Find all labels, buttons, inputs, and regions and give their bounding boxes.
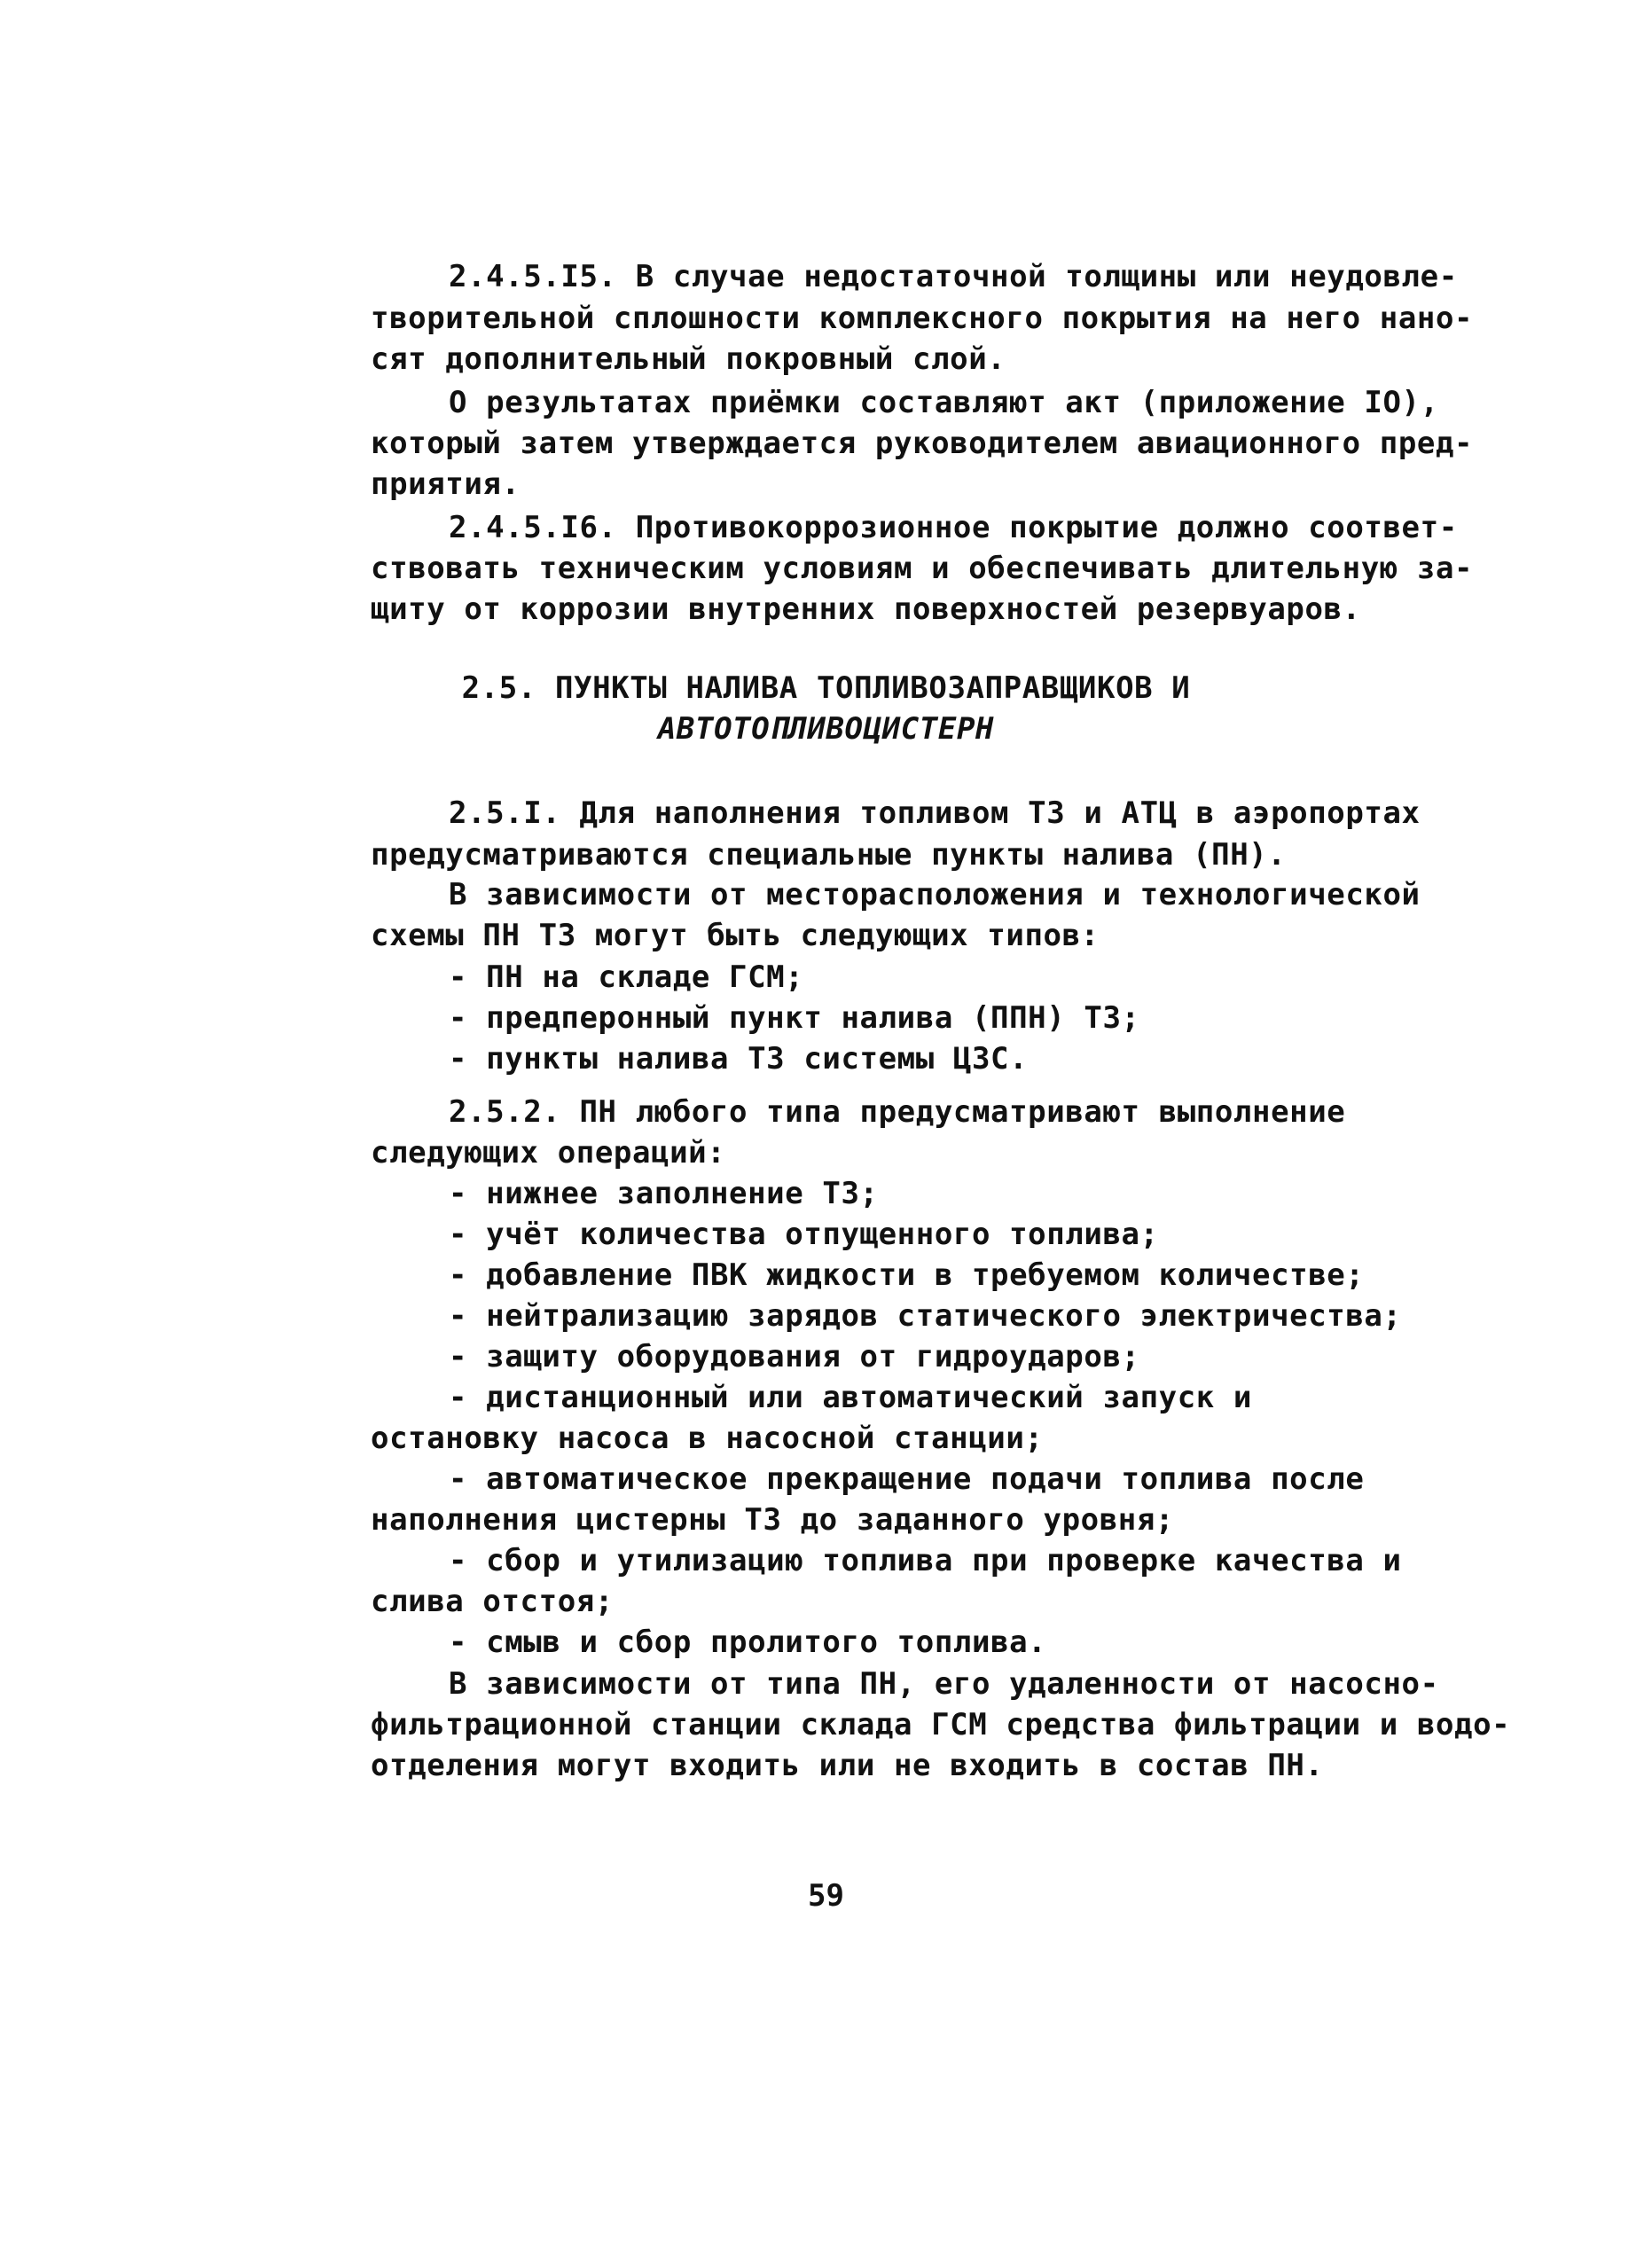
text-line: щиту от коррозии внутренних поверхностей резервуаров. — [371, 591, 1361, 627]
text-line: который затем утверждается руководителем авиационного пред- — [371, 426, 1474, 461]
list-item-continuation: остановку насоса в насосной станции; — [371, 1421, 1044, 1456]
text-line: приятия. — [371, 466, 521, 502]
text-line: сят дополнительный покровный слой. — [371, 341, 1006, 377]
text-line: В зависимости от месторасположения и технологической — [449, 877, 1421, 912]
list-item: - предперонный пункт налива (ППН) ТЗ; — [449, 1000, 1140, 1036]
text-line: 2.4.5.I5. В случае недостаточной толщины или неудовле- — [449, 259, 1458, 294]
section-heading-continuation: АВТОТОПЛИВОЦИСТЕРН — [657, 711, 995, 747]
list-item-continuation: слива отстоя; — [371, 1584, 614, 1619]
list-item: - дистанционный или автоматический запуск и — [449, 1380, 1252, 1415]
text-line: предусматриваются специальные пункты налива (ПН). — [371, 837, 1287, 873]
text-line: В зависимости от типа ПН, его удаленности от насосно- — [449, 1666, 1439, 1702]
text-line: схемы ПН ТЗ могут быть следующих типов: — [371, 918, 1100, 953]
text-line: ствовать техническим условиям и обеспечивать длительную за- — [371, 551, 1474, 586]
list-item-continuation: наполнения цистерны ТЗ до заданного уровня; — [371, 1502, 1174, 1538]
list-item: - смыв и сбор пролитого топлива. — [449, 1625, 1047, 1660]
list-item: - автоматическое прекращение подачи топлива после — [449, 1461, 1365, 1497]
text-line: следующих операций: — [371, 1135, 726, 1171]
list-item: - сбор и утилизацию топлива при проверке качества и — [449, 1543, 1402, 1578]
list-item: - ПН на складе ГСМ; — [449, 959, 804, 995]
section-heading: 2.5. ПУНКТЫ НАЛИВА ТОПЛИВОЗАПРАВЩИКОВ И — [461, 670, 1191, 706]
text-line: 2.5.2. ПН любого типа предусматривают выполнение — [449, 1094, 1346, 1130]
text-line: О результатах приёмки составляют акт (приложение IO), — [449, 385, 1439, 420]
text-line: творительной сплошности комплексного покрытия на него нано- — [371, 301, 1474, 336]
list-item: - учёт количества отпущенного топлива; — [449, 1217, 1159, 1252]
list-item: - защиту оборудования от гидроударов; — [449, 1339, 1140, 1374]
list-item: - нижнее заполнение ТЗ; — [449, 1176, 879, 1211]
text-line: фильтрационной станции склада ГСМ средства фильтрации и водо- — [371, 1707, 1511, 1742]
text-line: 2.4.5.I6. Противокоррозионное покрытие должно соответ- — [449, 510, 1458, 545]
list-item: - нейтрализацию зарядов статического электричества; — [449, 1298, 1402, 1334]
list-item: - пункты налива ТЗ системы ЦЗС. — [449, 1041, 1029, 1077]
text-line: отделения могут входить или не входить в состав ПН. — [371, 1748, 1324, 1783]
page-number: 59 — [808, 1878, 844, 1914]
list-item: - добавление ПВК жидкости в требуемом количестве; — [449, 1257, 1365, 1293]
text-line: 2.5.I. Для наполнения топливом ТЗ и АТЦ в аэропортах — [449, 795, 1421, 831]
